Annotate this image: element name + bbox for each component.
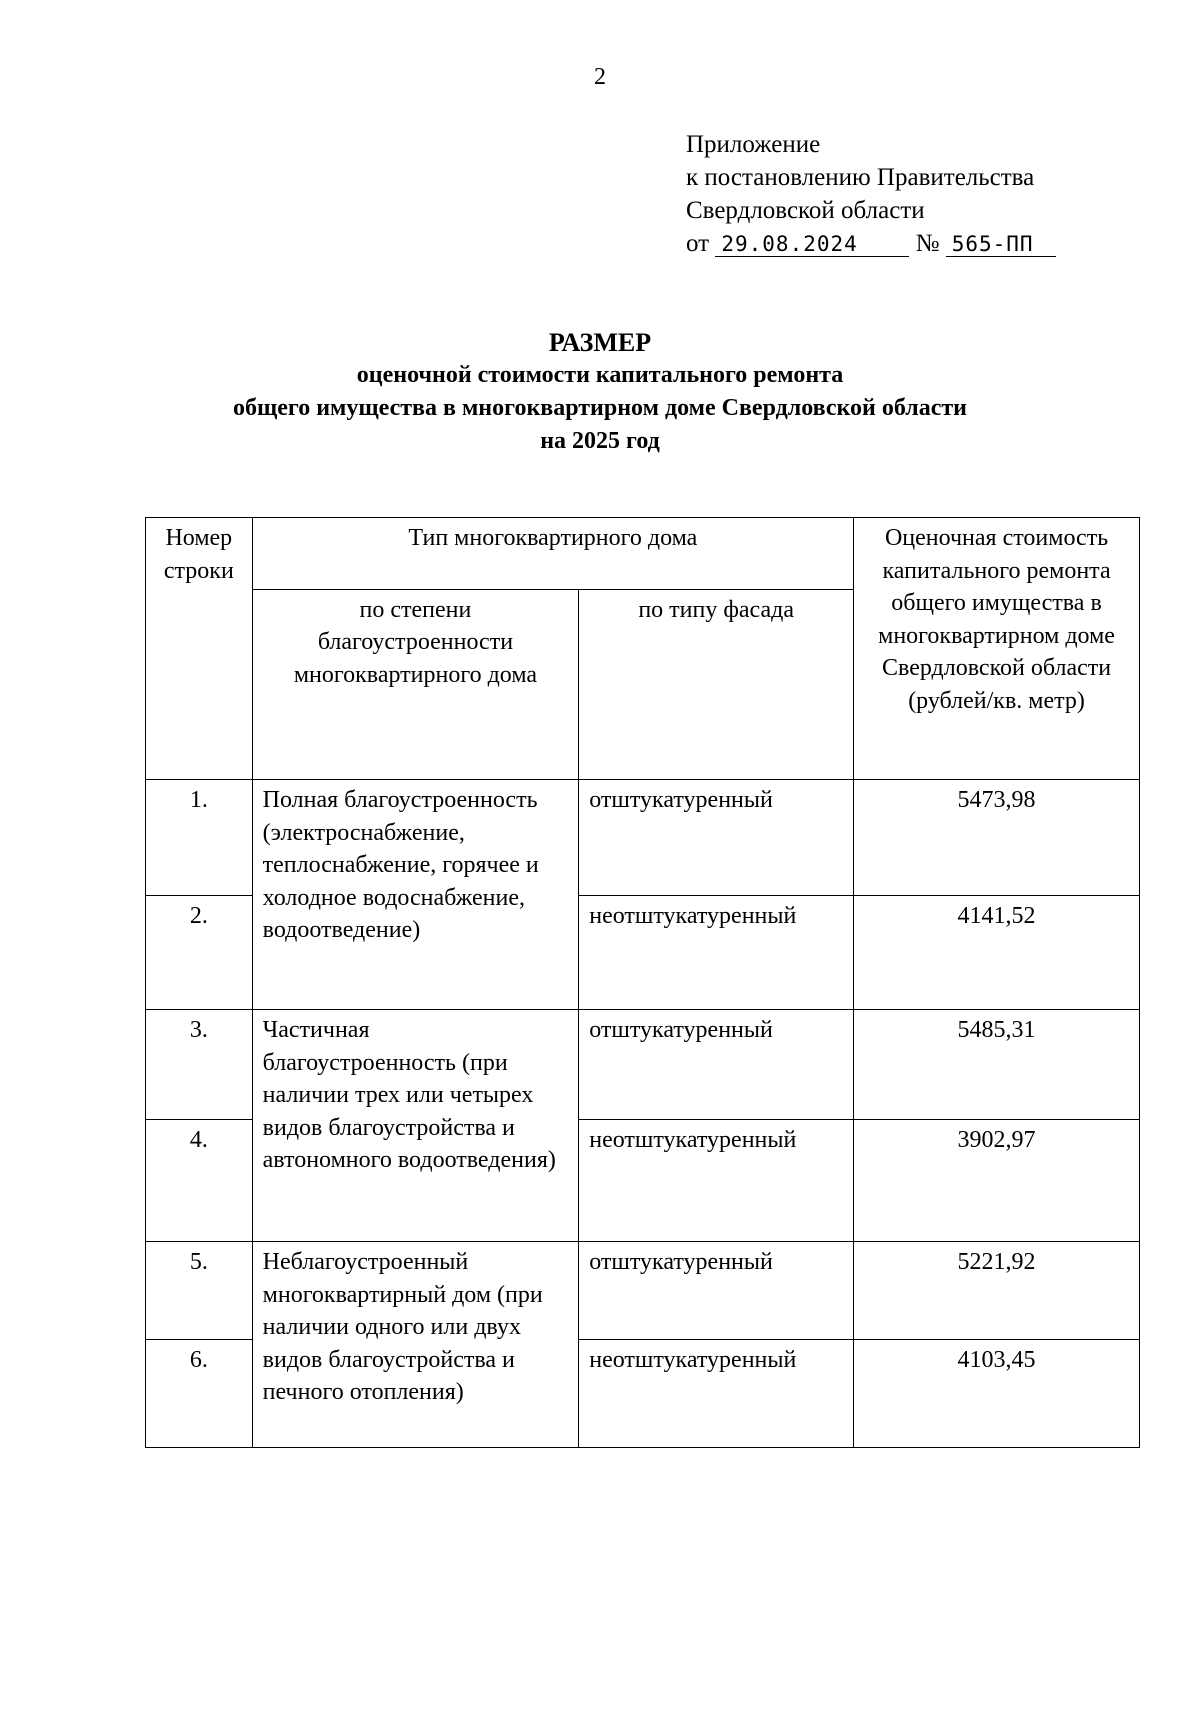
facade-type: неотштукатуренный	[579, 896, 854, 1010]
header-cost: Оценочная стоимость капитального ремонта общего имущества в многоквартирном доме Свердловской области (рублей/кв. метр)	[854, 518, 1140, 780]
cost-value: 5221,92	[854, 1242, 1140, 1340]
row-number: 1.	[146, 780, 253, 896]
improvement-type: Полная благоустроенность (электроснабжение, теплоснабжение, горячее и холодное водоснабжение, водоотведение)	[252, 780, 579, 1010]
heading-title: РАЗМЕР	[548, 328, 652, 357]
cost-value: 5473,98	[854, 780, 1140, 896]
table-row	[146, 1242, 1140, 1340]
cost-value: 5485,31	[854, 1010, 1140, 1120]
header-row-number: Номер строки	[146, 518, 253, 780]
appendix-date-line	[686, 227, 1056, 260]
row-number: 3.	[146, 1010, 253, 1120]
table-row	[146, 780, 1140, 896]
facade-type: отштукатуренный	[579, 780, 854, 896]
row-number: 6.	[146, 1340, 253, 1448]
cost-value: 3902,97	[854, 1120, 1140, 1242]
document-date: 29.08.2024	[715, 232, 909, 257]
document-number: 565-ПП	[946, 232, 1056, 257]
header-by-improvement: по степени благоустроенности многоквартирного дома	[252, 589, 579, 779]
appendix-line-3: Свердловской области	[686, 197, 925, 224]
table-row	[146, 1010, 1140, 1120]
row-number: 4.	[146, 1120, 253, 1242]
heading-line-2: общего имущества в многоквартирном доме Свердловской области	[233, 395, 967, 421]
improvement-type: Частичная благоустроенность (при наличии трех или четырех видов благоустройства и автономного водоотведения)	[252, 1010, 579, 1242]
cost-value: 4141,52	[854, 896, 1140, 1010]
facade-type: неотштукатуренный	[579, 1340, 854, 1448]
table-header-row-1	[146, 518, 1140, 590]
heading-line-1: оценочной стоимости капитального ремонта	[356, 362, 844, 388]
appendix-line-2: к постановлению Правительства	[686, 164, 1035, 191]
date-prefix: от	[686, 230, 710, 257]
appendix-line-1: Приложение	[686, 131, 821, 158]
cost-table	[145, 517, 1140, 1448]
row-number: 5.	[146, 1242, 253, 1340]
facade-type: неотштукатуренный	[579, 1120, 854, 1242]
improvement-type: Неблагоустроенный многоквартирный дом (при наличии одного или двух видов благоустройства и печного отопления)	[252, 1242, 579, 1448]
page-number: 2	[594, 64, 606, 90]
header-house-type: Тип многоквартирного дома	[252, 518, 853, 590]
number-prefix: №	[915, 230, 940, 257]
heading-line-3: на 2025 год	[540, 428, 660, 454]
document-heading	[0, 326, 1200, 458]
row-number: 2.	[146, 896, 253, 1010]
appendix-block	[686, 128, 1056, 260]
header-by-facade: по типу фасада	[579, 589, 854, 779]
facade-type: отштукатуренный	[579, 1010, 854, 1120]
facade-type: отштукатуренный	[579, 1242, 854, 1340]
cost-value: 4103,45	[854, 1340, 1140, 1448]
